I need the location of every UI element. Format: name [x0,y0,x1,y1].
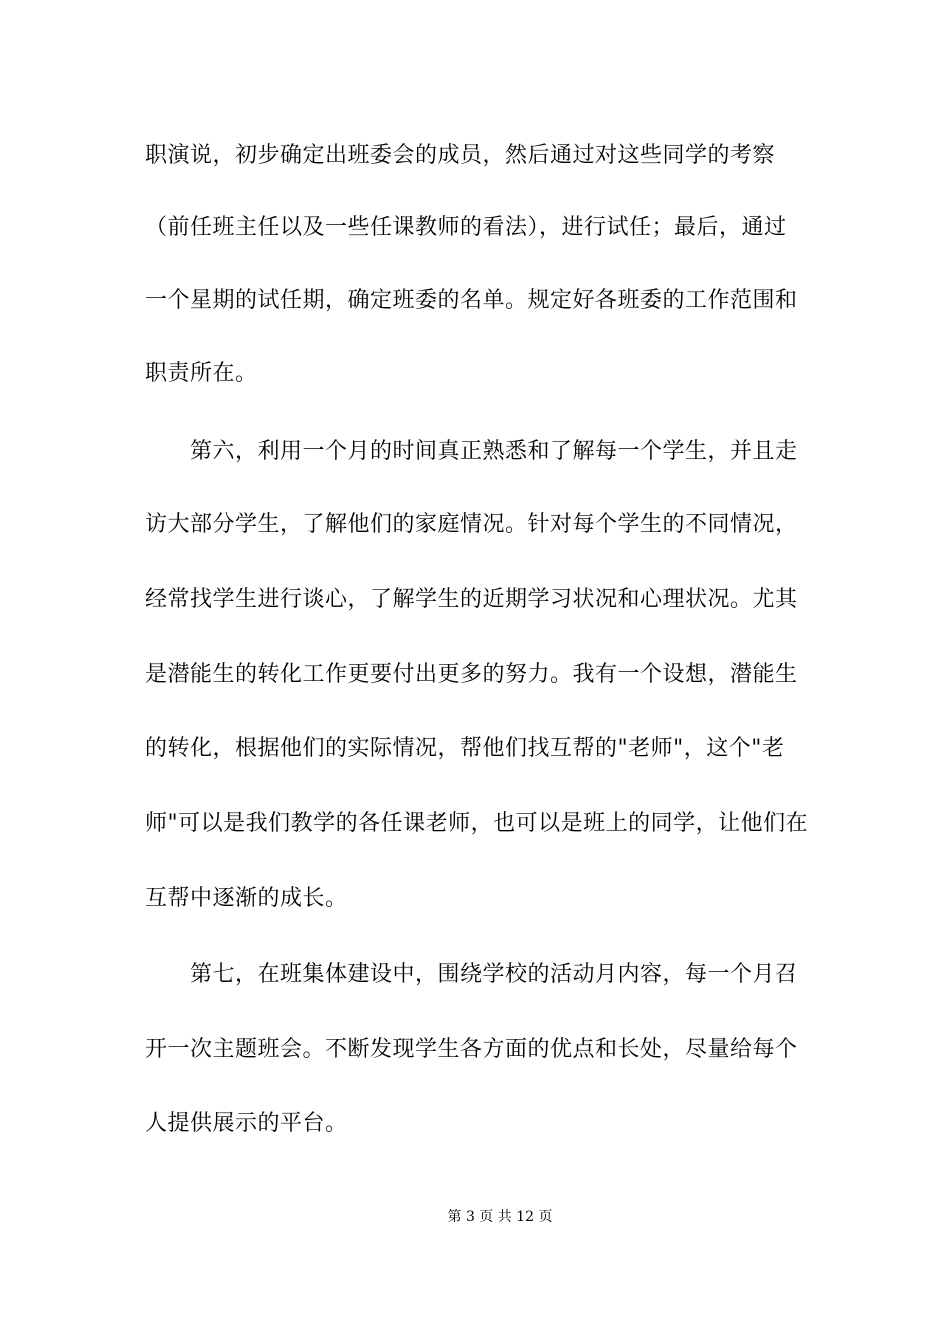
text-line: 师"可以是我们教学的各任课老师，也可以是班上的同学，让他们在 [145,811,809,836]
text-line: 访大部分学生，了解他们的家庭情况。针对每个学生的不同情况， [145,512,798,537]
text-line: 经常找学生进行谈心，了解学生的近期学习状况和心理状况。尤其 [145,587,798,612]
page-number-footer: 第 3 页 共 12 页 [447,1209,553,1225]
text-line: （前任班主任以及一些任课教师的看法），进行试任；最后，通过 [145,215,787,240]
text-line: 的转化，根据他们的实际情况，帮他们找互帮的"老师"，这个"老 [145,736,785,761]
text-line: 开一次主题班会。不断发现学生各方面的优点和长处，尽量给每个 [145,1037,798,1062]
text-line: 第七，在班集体建设中，围绕学校的活动月内容，每一个月召 [145,962,798,987]
text-line: 是潜能生的转化工作更要付出更多的努力。我有一个设想，潜能生 [145,662,798,687]
text-line: 互帮中逐渐的成长。 [145,886,348,911]
text-line: 第六，利用一个月的时间真正熟悉和了解每一个学生，并且走 [145,439,798,464]
text-line: 职演说，初步确定出班委会的成员，然后通过对这些同学的考察 [145,143,776,168]
text-line: 人提供展示的平台。 [145,1111,348,1136]
text-line: 职责所在。 [145,361,258,386]
text-line: 一个星期的试任期，确定班委的名单。规定好各班委的工作范围和 [145,288,798,313]
